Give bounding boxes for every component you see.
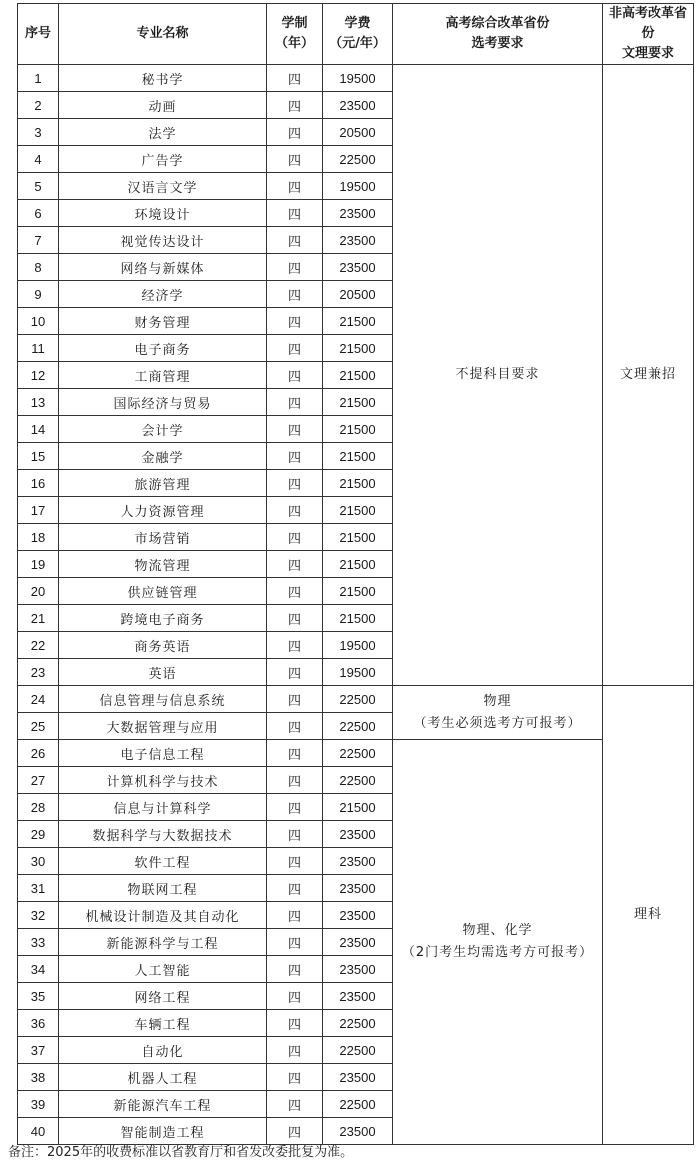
duration-years: 四 [267, 281, 323, 308]
tuition-fee: 19500 [323, 65, 393, 92]
major-name: 网络工程 [59, 983, 267, 1010]
tuition-fee: 23500 [323, 875, 393, 902]
tuition-fee: 21500 [323, 335, 393, 362]
row-number: 1 [18, 65, 59, 92]
duration-years: 四 [267, 1037, 323, 1064]
row-number: 3 [18, 119, 59, 146]
row-number: 13 [18, 389, 59, 416]
duration-years: 四 [267, 794, 323, 821]
major-name: 新能源科学与工程 [59, 929, 267, 956]
tuition-fee: 23500 [323, 983, 393, 1010]
major-name: 物流管理 [59, 551, 267, 578]
tuition-fee: 23500 [323, 200, 393, 227]
duration-years: 四 [267, 1091, 323, 1118]
duration-years: 四 [267, 1118, 323, 1145]
reform-requirement-cell [393, 740, 603, 1145]
duration-years: 四 [267, 605, 323, 632]
row-number: 37 [18, 1037, 59, 1064]
major-name: 动画 [59, 92, 267, 119]
row-number: 35 [18, 983, 59, 1010]
major-name: 人力资源管理 [59, 497, 267, 524]
table-header-row [18, 4, 694, 65]
table-row [18, 740, 694, 767]
tuition-fee: 20500 [323, 119, 393, 146]
row-number: 25 [18, 713, 59, 740]
tuition-fee: 21500 [323, 794, 393, 821]
major-name: 计算机科学与技术 [59, 767, 267, 794]
duration-years: 四 [267, 92, 323, 119]
row-number: 28 [18, 794, 59, 821]
duration-years: 四 [267, 119, 323, 146]
duration-years: 四 [267, 875, 323, 902]
row-number: 7 [18, 227, 59, 254]
major-name: 旅游管理 [59, 470, 267, 497]
tuition-fee: 23500 [323, 956, 393, 983]
row-number: 17 [18, 497, 59, 524]
tuition-fee: 20500 [323, 281, 393, 308]
tuition-fee: 21500 [323, 416, 393, 443]
duration-years: 四 [267, 335, 323, 362]
tuition-fee: 22500 [323, 686, 393, 713]
row-number: 40 [18, 1118, 59, 1145]
duration-years: 四 [267, 146, 323, 173]
duration-years: 四 [267, 1010, 323, 1037]
header-fee-line1: 学费 [344, 16, 371, 31]
duration-years: 四 [267, 578, 323, 605]
row-number: 8 [18, 254, 59, 281]
row-number: 36 [18, 1010, 59, 1037]
major-name: 工商管理 [59, 362, 267, 389]
tuition-fee: 19500 [323, 659, 393, 686]
tuition-fee: 23500 [323, 902, 393, 929]
header-duration-line2: （年） [274, 36, 314, 51]
row-number: 20 [18, 578, 59, 605]
duration-years: 四 [267, 632, 323, 659]
tuition-fee: 21500 [323, 308, 393, 335]
tuition-fee: 21500 [323, 524, 393, 551]
tuition-fee: 23500 [323, 227, 393, 254]
major-name: 信息与计算科学 [59, 794, 267, 821]
header-nonreform-requirement [603, 4, 694, 65]
duration-years: 四 [267, 821, 323, 848]
header-name: 专业名称 [59, 4, 267, 65]
duration-years: 四 [267, 443, 323, 470]
reform-requirement-text: 不提科目要求 [455, 367, 540, 382]
major-name: 机器人工程 [59, 1064, 267, 1091]
duration-years: 四 [267, 308, 323, 335]
duration-years: 四 [267, 902, 323, 929]
duration-years: 四 [267, 524, 323, 551]
tuition-fee: 19500 [323, 632, 393, 659]
row-number: 32 [18, 902, 59, 929]
tuition-fee: 21500 [323, 389, 393, 416]
reform-requirement-note: （考生必须选考方可报考） [413, 715, 582, 731]
reform-requirement-text: 物理、化学 [462, 923, 533, 938]
duration-years: 四 [267, 740, 323, 767]
row-number: 29 [18, 821, 59, 848]
major-name: 新能源汽车工程 [59, 1091, 267, 1118]
duration-years: 四 [267, 929, 323, 956]
tuition-fee: 21500 [323, 578, 393, 605]
tuition-fee: 23500 [323, 92, 393, 119]
duration-years: 四 [267, 389, 323, 416]
duration-years: 四 [267, 65, 323, 92]
row-number: 6 [18, 200, 59, 227]
major-name: 智能制造工程 [59, 1118, 267, 1145]
major-name: 车辆工程 [59, 1010, 267, 1037]
table-row [18, 65, 694, 92]
header-reform-line1: 高考综合改革省份 [445, 16, 550, 31]
row-number: 38 [18, 1064, 59, 1091]
row-number: 23 [18, 659, 59, 686]
duration-years: 四 [267, 254, 323, 281]
row-number: 31 [18, 875, 59, 902]
reform-requirement-cell [393, 65, 603, 686]
reform-requirement-cell [393, 686, 603, 740]
nonreform-requirement-cell: 理科 [603, 686, 694, 1145]
major-name: 金融学 [59, 443, 267, 470]
header-duration-line1: 学制 [281, 16, 308, 31]
row-number: 34 [18, 956, 59, 983]
header-seq: 序号 [18, 4, 59, 65]
tuition-fee: 23500 [323, 1118, 393, 1145]
tuition-fee: 22500 [323, 740, 393, 767]
major-name: 数据科学与大数据技术 [59, 821, 267, 848]
duration-years: 四 [267, 470, 323, 497]
tuition-fee: 21500 [323, 443, 393, 470]
header-duration [267, 4, 323, 65]
table-row [18, 686, 694, 713]
duration-years: 四 [267, 1064, 323, 1091]
major-name: 商务英语 [59, 632, 267, 659]
row-number: 5 [18, 173, 59, 200]
row-number: 9 [18, 281, 59, 308]
row-number: 39 [18, 1091, 59, 1118]
row-number: 21 [18, 605, 59, 632]
major-name: 供应链管理 [59, 578, 267, 605]
major-name: 电子商务 [59, 335, 267, 362]
major-name: 电子信息工程 [59, 740, 267, 767]
tuition-fee: 22500 [323, 1037, 393, 1064]
duration-years: 四 [267, 848, 323, 875]
major-name: 物联网工程 [59, 875, 267, 902]
tuition-fee: 21500 [323, 362, 393, 389]
major-name: 市场营销 [59, 524, 267, 551]
tuition-fee: 22500 [323, 767, 393, 794]
footnote: 备注：2025年的收费标准以省教育厅和省发改委批复为准。 [8, 1145, 354, 1160]
major-name: 人工智能 [59, 956, 267, 983]
tuition-fee: 22500 [323, 1091, 393, 1118]
major-name: 汉语言文学 [59, 173, 267, 200]
header-reform-requirement [393, 4, 603, 65]
tuition-fee: 22500 [323, 1010, 393, 1037]
tuition-fee: 23500 [323, 929, 393, 956]
tuition-fee: 21500 [323, 605, 393, 632]
tuition-fee: 23500 [323, 254, 393, 281]
major-name: 法学 [59, 119, 267, 146]
major-name: 经济学 [59, 281, 267, 308]
reform-requirement-text: 物理 [483, 693, 512, 709]
duration-years: 四 [267, 713, 323, 740]
header-reform-line2: 选考要求 [471, 36, 524, 51]
row-number: 14 [18, 416, 59, 443]
table-body [18, 65, 694, 1145]
row-number: 10 [18, 308, 59, 335]
tuition-fee: 21500 [323, 551, 393, 578]
major-name: 信息管理与信息系统 [59, 686, 267, 713]
duration-years: 四 [267, 227, 323, 254]
row-number: 2 [18, 92, 59, 119]
major-name: 跨境电子商务 [59, 605, 267, 632]
row-number: 11 [18, 335, 59, 362]
major-name: 财务管理 [59, 308, 267, 335]
row-number: 19 [18, 551, 59, 578]
major-name: 广告学 [59, 146, 267, 173]
tuition-fee: 23500 [323, 821, 393, 848]
row-number: 15 [18, 443, 59, 470]
row-number: 22 [18, 632, 59, 659]
duration-years: 四 [267, 551, 323, 578]
duration-years: 四 [267, 767, 323, 794]
row-number: 33 [18, 929, 59, 956]
row-number: 26 [18, 740, 59, 767]
reform-requirement-note: （2门考生均需选考方可报考） [401, 945, 594, 960]
tuition-fee: 21500 [323, 497, 393, 524]
duration-years: 四 [267, 497, 323, 524]
major-name: 网络与新媒体 [59, 254, 267, 281]
header-fee-line2: （元/年） [329, 36, 386, 51]
row-number: 18 [18, 524, 59, 551]
duration-years: 四 [267, 686, 323, 713]
duration-years: 四 [267, 362, 323, 389]
duration-years: 四 [267, 416, 323, 443]
header-nonreform-line2: 文理要求 [621, 46, 674, 61]
major-name: 机械设计制造及其自动化 [59, 902, 267, 929]
major-name: 国际经济与贸易 [59, 389, 267, 416]
tuition-fee: 19500 [323, 173, 393, 200]
duration-years: 四 [267, 983, 323, 1010]
major-name: 视觉传达设计 [59, 227, 267, 254]
major-name: 英语 [59, 659, 267, 686]
duration-years: 四 [267, 173, 323, 200]
row-number: 12 [18, 362, 59, 389]
row-number: 16 [18, 470, 59, 497]
duration-years: 四 [267, 200, 323, 227]
major-name: 秘书学 [59, 65, 267, 92]
row-number: 27 [18, 767, 59, 794]
row-number: 30 [18, 848, 59, 875]
major-name: 自动化 [59, 1037, 267, 1064]
tuition-fee: 23500 [323, 848, 393, 875]
row-number: 4 [18, 146, 59, 173]
major-name: 环境设计 [59, 200, 267, 227]
tuition-fee: 22500 [323, 146, 393, 173]
header-fee [323, 4, 393, 65]
tuition-fee: 23500 [323, 1064, 393, 1091]
major-name: 软件工程 [59, 848, 267, 875]
header-nonreform-line1: 非高考改革省份 [608, 6, 687, 41]
row-number: 24 [18, 686, 59, 713]
duration-years: 四 [267, 956, 323, 983]
major-name: 会计学 [59, 416, 267, 443]
tuition-fee: 21500 [323, 470, 393, 497]
major-name: 大数据管理与应用 [59, 713, 267, 740]
majors-table [17, 3, 694, 1145]
duration-years: 四 [267, 659, 323, 686]
nonreform-requirement-cell: 文理兼招 [603, 65, 694, 686]
tuition-fee: 22500 [323, 713, 393, 740]
